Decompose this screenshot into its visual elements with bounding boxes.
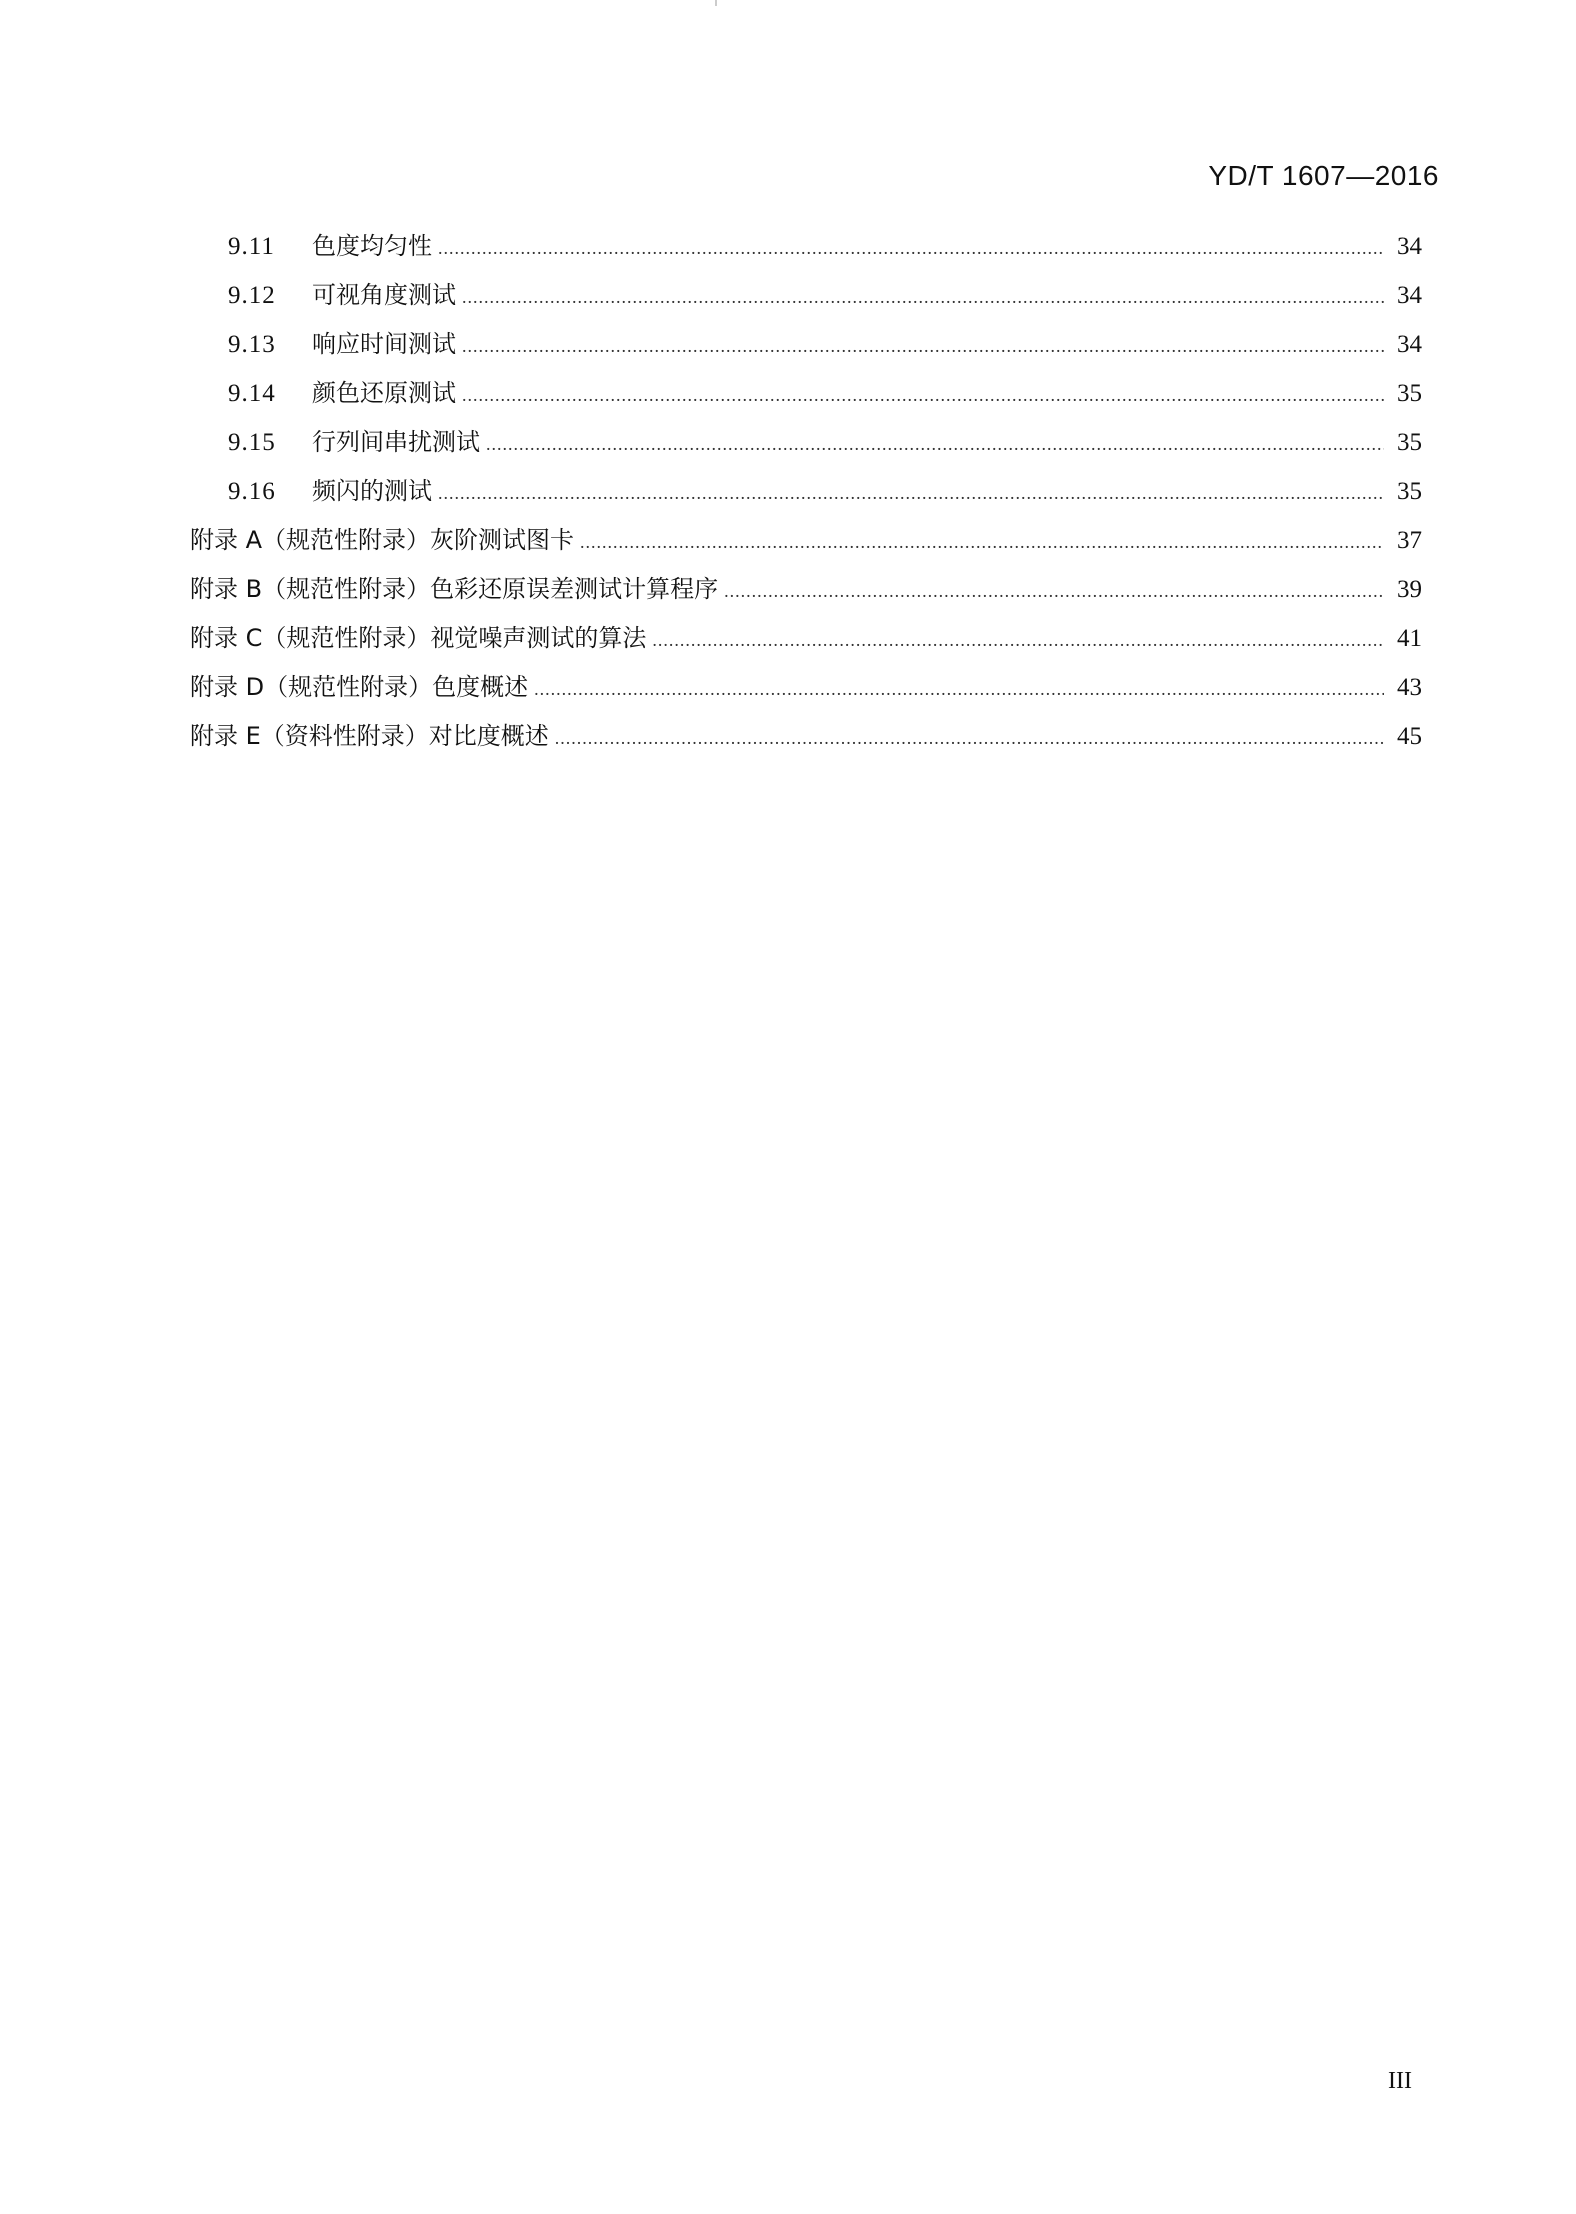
toc-appendix-page: 39 — [1397, 576, 1422, 603]
toc-appendix-title: 附录 B（规范性附录）色彩还原误差测试计算程序 — [190, 575, 719, 603]
toc-appendix-page: 37 — [1397, 527, 1422, 554]
toc-entry-page: 35 — [1397, 380, 1422, 407]
toc-appendix-title: 附录 E（资料性附录）对比度概述 — [190, 722, 549, 750]
toc-appendix-title: 附录 C（规范性附录）视觉噪声测试的算法 — [190, 624, 647, 652]
toc-leader-dots — [652, 616, 1384, 665]
toc-entry-number: 9.11 — [228, 233, 275, 260]
scan-artifact — [715, 0, 717, 6]
toc-entry-page: 35 — [1397, 429, 1422, 456]
toc-entry-title: 颜色还原测试 — [312, 379, 456, 407]
toc-appendix-page: 41 — [1397, 625, 1422, 652]
toc-entry-page: 35 — [1397, 478, 1422, 505]
toc-appendix-entry[interactable] — [190, 516, 1422, 565]
toc-appendix-entry[interactable] — [190, 565, 1422, 614]
toc-entry[interactable] — [190, 467, 1422, 516]
toc-appendix-entry[interactable] — [190, 712, 1422, 761]
toc-appendix-entry[interactable] — [190, 614, 1422, 663]
toc-entry-number: 9.14 — [228, 380, 276, 407]
toc-entry-number: 9.15 — [228, 429, 276, 456]
toc-entry-page: 34 — [1397, 331, 1422, 358]
toc-entry-title: 频闪的测试 — [312, 477, 432, 505]
toc-leader-dots — [724, 567, 1384, 616]
toc-leader-dots — [534, 665, 1384, 714]
toc-leader-dots — [438, 469, 1384, 518]
toc-entry[interactable] — [190, 271, 1422, 320]
toc-entry-title: 响应时间测试 — [312, 330, 456, 358]
toc-leader-dots — [438, 224, 1384, 273]
page-number: III — [1388, 2068, 1412, 2094]
toc-leader-dots — [462, 371, 1384, 420]
toc-leader-dots — [462, 273, 1384, 322]
toc-appendix-title: 附录 A（规范性附录）灰阶测试图卡 — [190, 526, 575, 554]
toc-entry[interactable] — [190, 320, 1422, 369]
toc-entry-number: 9.16 — [228, 478, 276, 505]
toc-entry-number: 9.12 — [228, 282, 276, 309]
toc-entry-title: 色度均匀性 — [312, 232, 432, 260]
toc-entry[interactable] — [190, 222, 1422, 271]
toc-entry[interactable] — [190, 418, 1422, 467]
toc-leader-dots — [580, 518, 1384, 567]
toc-appendix-page: 43 — [1397, 674, 1422, 701]
toc-entry-title: 可视角度测试 — [312, 281, 456, 309]
standard-code: YD/T 1607—2016 — [1208, 160, 1439, 191]
toc-entry[interactable] — [190, 369, 1422, 418]
table-of-contents — [190, 222, 1422, 761]
toc-leader-dots — [486, 420, 1384, 469]
toc-entry-title: 行列间串扰测试 — [312, 428, 480, 456]
toc-appendix-title: 附录 D（规范性附录）色度概述 — [190, 673, 529, 701]
toc-appendix-entry[interactable] — [190, 663, 1422, 712]
toc-leader-dots — [462, 322, 1384, 371]
toc-leader-dots — [555, 714, 1384, 763]
toc-appendix-page: 45 — [1397, 723, 1422, 750]
toc-entry-page: 34 — [1397, 282, 1422, 309]
toc-entry-number: 9.13 — [228, 331, 276, 358]
toc-entry-page: 34 — [1397, 233, 1422, 260]
